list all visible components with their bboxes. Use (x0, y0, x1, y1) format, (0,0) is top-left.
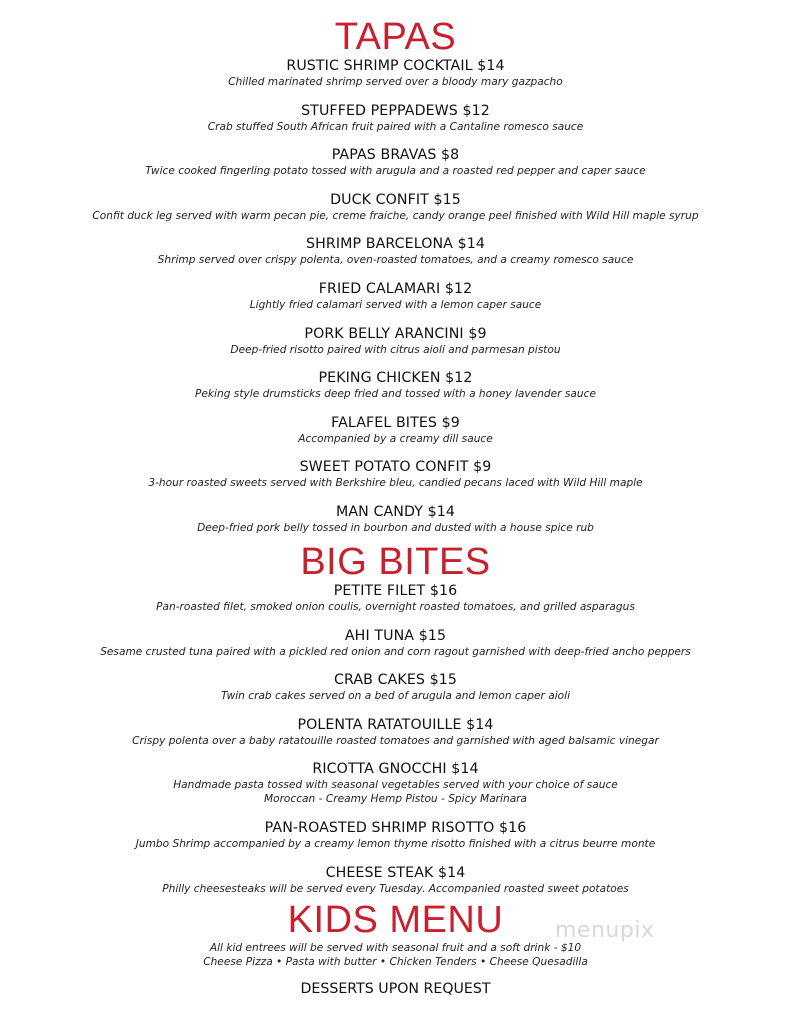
item-description: Twice cooked fingerling potato tossed with arugula and a roasted red pepper and caper sauce (145, 165, 646, 178)
item-name: CHEESE STEAK $14 (325, 864, 466, 881)
item-name: AHI TUNA $15 (344, 627, 447, 644)
menu-item (0, 865, 791, 899)
item-name: PETITE FILET $16 (333, 582, 458, 599)
menu-item (0, 192, 791, 237)
item-description: Peking style drumsticks deep fried and tossed with a honey lavender sauce (195, 388, 596, 401)
item-name: RICOTTA GNOCCHI $14 (312, 761, 479, 778)
item-name: POLENTA RATATOUILLE $14 (297, 716, 494, 733)
item-description: Deep-fried risotto paired with citrus aioli and parmesan pistou (230, 343, 561, 356)
item-description: Crab stuffed South African fruit paired with a Cantaline romesco sauce (207, 120, 584, 133)
item-name: STUFFED PEPPADEWS $12 (301, 102, 490, 119)
item-description: Crispy polenta over a baby ratatouille roasted tomatoes and garnished with aged balsamic vinegar (132, 734, 659, 747)
item-description: Twin crab cakes served on a bed of arugula and lemon caper aioli (220, 690, 571, 703)
menu-item (0, 147, 791, 192)
menu-item (0, 326, 791, 371)
menu-item (0, 717, 791, 762)
sauce-options: Moroccan - Creamy Hemp Pistou - Spicy Marinara (263, 793, 528, 806)
item-description: Accompanied by a creamy dill sauce (298, 432, 493, 445)
item-name: SHRIMP BARCELONA $14 (306, 236, 485, 253)
menu-item (0, 583, 791, 628)
item-name: PORK BELLY ARANCINI $9 (304, 325, 487, 342)
kids-menu-heading: KIDS MENU (287, 898, 504, 941)
kids-menu-note: All kid entrees will be served with seasonal fruit and a soft drink - $10 (209, 941, 582, 954)
item-description: Shrimp served over crispy polenta, oven-roasted tomatoes, and a creamy romesco sauce (157, 254, 634, 267)
menu-item (0, 459, 791, 504)
item-name: DUCK CONFIT $15 (330, 191, 461, 208)
menu-item (0, 103, 791, 148)
item-description: Chilled marinated shrimp served over a bloody mary gazpacho (228, 76, 563, 88)
kids-menu-items: Cheese Pizza • Pasta with butter • Chicken Tenders • Cheese Quesadilla (203, 956, 588, 969)
menu-item (0, 504, 791, 540)
item-name: RUSTIC SHRIMP COCKTAIL $14 (286, 58, 505, 74)
menu-item (0, 820, 791, 865)
item-name: PAN-ROASTED SHRIMP RISOTTO $16 (264, 820, 527, 837)
item-name: PAPAS BRAVAS $8 (331, 147, 460, 164)
item-description: Pan-roasted filet, smoked onion coulis, overnight roasted tomatoes, and grilled asparagus (156, 600, 635, 613)
item-description: Deep-fried pork belly tossed in bourbon and dusted with a house spice rub (197, 521, 594, 534)
big-bites-section (0, 583, 791, 899)
item-description: Jumbo Shrimp accompanied by a creamy lemon thyme risotto finished with a citrus beurre monte (135, 838, 656, 851)
item-description: Sesame crusted tuna paired with a pickled red onion and corn ragout garnished with deep-fried ancho peppers (100, 645, 691, 658)
big-bites-heading: BIG BITES (300, 540, 491, 583)
menu-item (0, 628, 791, 673)
menu-item (0, 370, 791, 415)
item-name: MAN CANDY $14 (336, 503, 455, 520)
menu-item (0, 58, 791, 103)
tapas-heading: TAPAS (334, 16, 457, 58)
desserts-note: DESSERTS UPON REQUEST (300, 980, 491, 997)
item-name: FALAFEL BITES $9 (331, 414, 460, 431)
item-description: Philly cheesesteaks will be served every Tuesday. Accompanied roasted sweet potatoes (162, 882, 629, 895)
menu-item (0, 672, 791, 717)
item-name: FRIED CALAMARI $12 (318, 280, 473, 297)
kids-menu-section (0, 941, 791, 970)
menu-item (0, 281, 791, 326)
item-description: 3-hour roasted sweets served with Berkshire bleu, candied pecans laced with Wild Hill maple (148, 477, 643, 490)
item-description: Confit duck leg served with warm pecan pie, creme fraiche, candy orange peel finished with Wild Hill maple syrup (92, 209, 699, 222)
item-name: SWEET POTATO CONFIT $9 (299, 459, 492, 476)
item-description: Lightly fried calamari served with a lemon caper sauce (249, 298, 542, 311)
menu-item (0, 236, 791, 281)
item-name: CRAB CAKES $15 (333, 672, 457, 689)
watermark-logo: menupix (555, 918, 655, 943)
item-description: Handmade pasta tossed with seasonal vegetables served with your choice of sauce (173, 779, 618, 792)
menu-item (0, 415, 791, 460)
menu-item (0, 761, 791, 820)
item-name: PEKING CHICKEN $12 (318, 370, 473, 387)
tapas-section (0, 58, 791, 540)
